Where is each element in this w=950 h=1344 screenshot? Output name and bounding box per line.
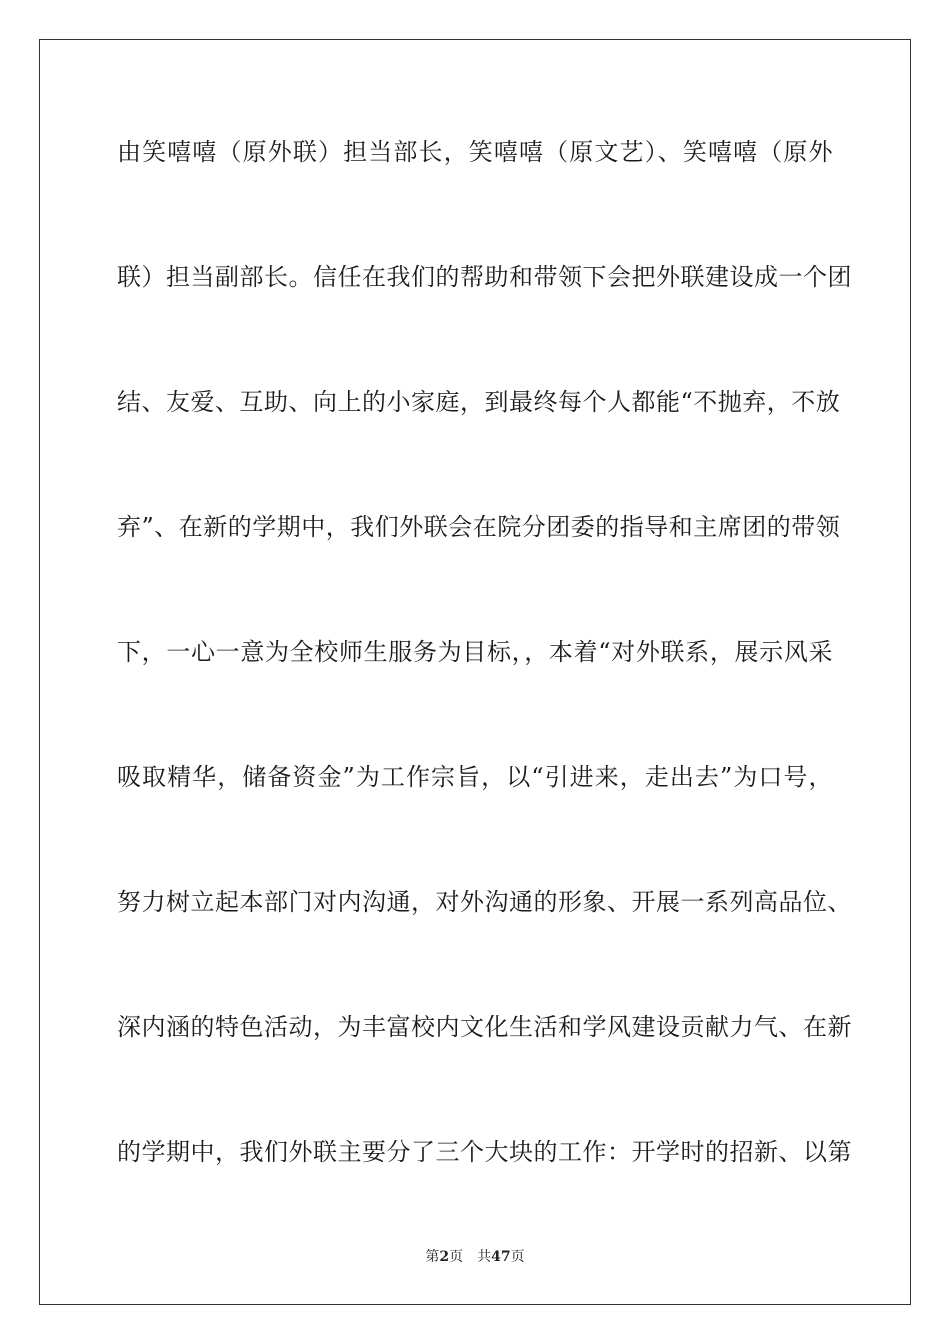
text-line: 深内涵的特色活动，为丰富校内文化生活和学风建设贡献力气、在新 <box>117 1013 852 1041</box>
page-suffix: 页 <box>449 1249 464 1265</box>
page-prefix: 第 <box>425 1249 440 1265</box>
text-line: 由笑嘻嘻（原外联）担当部长，笑嘻嘻（原文艺）、笑嘻嘻（原外 <box>117 138 833 166</box>
text-line: 努力树立起本部门对内沟通，对外沟通的形象、开展一系列高品位、 <box>117 888 852 916</box>
text-line: 下，一心一意为全校师生服务为目标，，本着“对外联系，展示风采 <box>117 638 833 666</box>
total-suffix: 页 <box>510 1249 525 1265</box>
page-number: 2 <box>439 1249 450 1265</box>
text-line: 弃”、在新的学期中，我们外联会在院分团委的指导和主席团的带领 <box>117 513 841 541</box>
total-prefix: 共 <box>477 1249 492 1265</box>
text-line: 联）担当副部长。信任在我们的帮助和带领下会把外联建设成一个团 <box>117 263 852 291</box>
text-line: 的学期中，我们外联主要分了三个大块的工作：开学时的招新、以第 <box>117 1138 852 1166</box>
text-line: 结、友爱、互助、向上的小家庭，到最终每个人都能“不抛弃，不放 <box>117 388 841 416</box>
text-line: 吸取精华，储备资金”为工作宗旨，以“引进来，走出去”为口号， <box>117 763 833 791</box>
page-footer <box>0 1248 950 1266</box>
page-border <box>39 39 911 1305</box>
total-pages: 47 <box>491 1249 511 1265</box>
